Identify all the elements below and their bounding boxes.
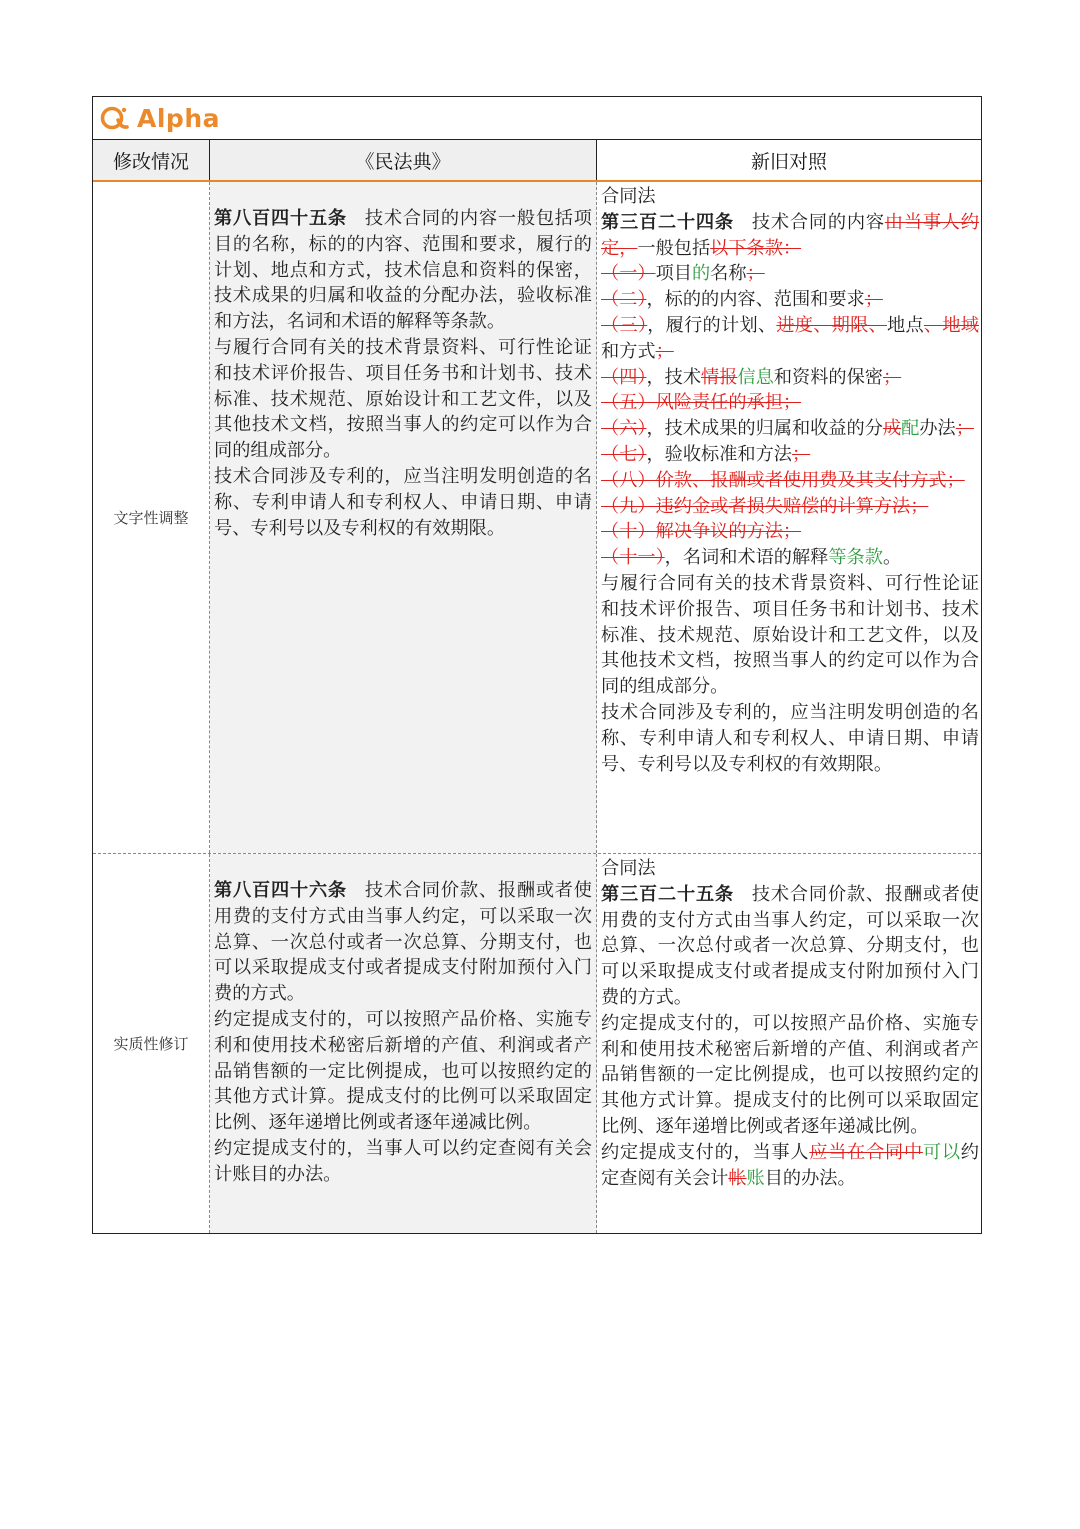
comparison-line (601, 365, 979, 391)
inserted-text: 信息 (737, 366, 774, 388)
comparison-paragraph: 与履行合同有关的技术背景资料、可行性论证和技术评价报告、项目任务书和计划书、技术标准、技术规范、原始设计和工艺文件，以及其他技术文档，按照当事人的约定可以作为合同的组成部分。 (601, 572, 979, 698)
deleted-text: （六） (601, 418, 647, 440)
unchanged-text: 办法 (919, 418, 956, 440)
deleted-text: 以下条款： (710, 237, 802, 259)
comparison-line (601, 261, 979, 287)
deleted-text: 应当在合同中 (809, 1141, 923, 1163)
comparison-paragraph (601, 1140, 979, 1192)
article-paragraph: 技术合同涉及专利的，应当注明发明创造的名称、专利申请人和专利权人、申请日期、申请号、专利号以及专利权的有效期限。 (214, 465, 592, 539)
deleted-text: （一） (601, 263, 656, 285)
comparison-paragraph: 技术合同涉及专利的，应当注明发明创造的名称、专利申请人和专利权人、申请日期、申请号、专利号以及专利权的有效期限。 (601, 701, 979, 775)
deleted-text: 成 (882, 418, 902, 440)
civil-code-cell (210, 182, 597, 853)
deleted-text: （五）风险责任的承担； (601, 392, 802, 414)
article-paragraph: 约定提成支付的，可以按照产品价格、实施专利和使用技术秘密后新增的产值、利润或者产品销售额的一定比例提成，也可以按照约定的其他方式计算。提成支付的比例可以采取固定比例、逐年递增比例或者逐年递减比例。 (214, 1008, 592, 1134)
comparison-paragraph: 约定提成支付的，可以按照产品价格、实施专利和使用技术秘密后新增的产值、利润或者产品销售额的一定比例提成，也可以按照约定的其他方式计算。提成支付的比例可以采取固定比例、逐年递增比例或者逐年递减比例。 (601, 1012, 979, 1137)
header-comparison: 新旧对照 (597, 140, 981, 180)
comparison-cell (597, 854, 981, 1233)
deleted-text: ； (791, 443, 811, 465)
unchanged-text: ，技术 (646, 366, 702, 388)
deleted-text: （十）解决争议的方法； (601, 521, 802, 543)
category-cell: 文字性调整 (93, 182, 210, 853)
article-number: 第三百二十四条 (601, 211, 734, 233)
document-table (92, 96, 982, 1234)
unchanged-text: 地点 (887, 314, 924, 336)
comparison-cell (597, 182, 981, 853)
inserted-text: 配 (901, 418, 920, 440)
civil-code-cell (210, 854, 597, 1233)
article-paragraph: 第八百四十六条 技术合同价款、报酬或者使用费的支付方式由当事人约定，可以采取一次总算、一次总付或者一次总算、分期支付，也可以采取提成支付或者提成支付附加预付入门费的方式。 (214, 880, 592, 1005)
brand-bar (93, 97, 981, 140)
comparison-line (601, 313, 979, 365)
unchanged-text: ，名词和术语的解释 (664, 547, 829, 569)
comparison-line (601, 287, 979, 313)
comparison-line (601, 545, 979, 571)
comparison-line (601, 519, 979, 545)
deleted-text: （八）价款、报酬或者使用费及其支付方式； (601, 469, 965, 491)
header-modification: 修改情况 (93, 140, 210, 180)
comparison-line (601, 416, 979, 442)
unchanged-text: ，验收标准和方法 (646, 443, 792, 465)
deleted-text: 进度、期限、 (776, 314, 887, 336)
deleted-text: 帐 (728, 1167, 747, 1189)
alpha-logo-icon (99, 103, 129, 133)
deleted-text: ； (955, 418, 974, 440)
unchanged-text: 项目 (655, 263, 692, 285)
header-civil-code: 《民法典》 (210, 140, 597, 180)
article-paragraph: 第八百四十五条 技术合同的内容一般包括项目的名称，标的的内容、范围和要求，履行的计划、地点和方式，技术信息和资料的保密，技术成果的归属和收益的分配办法，验收标准和方法，名词和术语的解释等条款。 (214, 208, 592, 333)
deleted-text: ； (655, 340, 674, 362)
comparison-paragraph: 第三百二十五条 技术合同价款、报酬或者使用费的支付方式由当事人约定，可以采取一次总算、一次总付或者一次总算、分期支付，也可以采取提成支付或者提成支付附加预付入门费的方式。 (601, 883, 979, 1008)
law-name: 合同法 (601, 858, 656, 879)
unchanged-text: ，履行的计划、 (647, 314, 777, 336)
deleted-text: 情报 (701, 366, 738, 388)
table-header (93, 140, 981, 182)
unchanged-text: ，技术成果的归属和收益的分 (646, 418, 883, 440)
category-cell: 实质性修订 (93, 854, 210, 1233)
article-number: 第八百四十六条 (214, 880, 347, 901)
law-name: 合同法 (601, 186, 656, 207)
comparison-line (601, 210, 979, 262)
comparison-line (601, 468, 979, 494)
comparison-line (601, 442, 979, 468)
unchanged-text: 名称 (710, 263, 747, 285)
deleted-text: （二） (601, 289, 647, 311)
deleted-text: （九）违约金或者损失赔偿的计算方法； (601, 495, 929, 517)
inserted-text: 等条款 (828, 547, 883, 569)
unchanged-text: 技术合同的内容 (751, 211, 885, 233)
unchanged-text: 约定提成支付的，当事人 (601, 1141, 810, 1163)
comparison-lines (601, 210, 979, 571)
article-number: 第三百二十五条 (601, 883, 734, 905)
unchanged-text: 和资料的保密 (773, 366, 883, 388)
deleted-text: 由当事人约定， (601, 211, 979, 259)
unchanged-text: 目的办法。 (764, 1167, 856, 1189)
brand-name: Alpha (137, 103, 220, 133)
deleted-text: （四） (601, 366, 647, 388)
deleted-text: （三） (601, 314, 648, 336)
table-row (93, 854, 981, 1233)
deleted-text: （十一） (601, 547, 665, 569)
comparison-line (601, 390, 979, 416)
unchanged-text: 和方式 (601, 340, 656, 362)
table-row (93, 182, 981, 854)
article-paragraph: 约定提成支付的，当事人可以约定查阅有关会计账目的办法。 (214, 1137, 592, 1185)
inserted-text: 可以 (922, 1141, 961, 1163)
article-paragraph: 与履行合同有关的技术背景资料、可行性论证和技术评价报告、项目任务书和计划书、技术标准、技术规范、原始设计和工艺文件，以及其他技术文档，按照当事人的约定可以作为合同的组成部分。 (214, 336, 592, 462)
unchanged-text: ，标的的内容、范围和要求 (646, 289, 865, 311)
inserted-text: 账 (746, 1167, 765, 1189)
comparison-line (601, 494, 979, 520)
deleted-text: 、地域 (923, 314, 979, 336)
inserted-text: 的 (691, 263, 711, 285)
deleted-text: ； (746, 263, 765, 285)
deleted-text: ； (882, 366, 902, 388)
deleted-text: （七） (601, 443, 647, 465)
deleted-text: ； (864, 289, 883, 311)
unchanged-text: 一般包括 (637, 237, 711, 259)
unchanged-text: 。 (882, 547, 902, 569)
article-number: 第八百四十五条 (214, 208, 347, 229)
unchanged-text: 约定查阅有关会计 (601, 1141, 979, 1189)
